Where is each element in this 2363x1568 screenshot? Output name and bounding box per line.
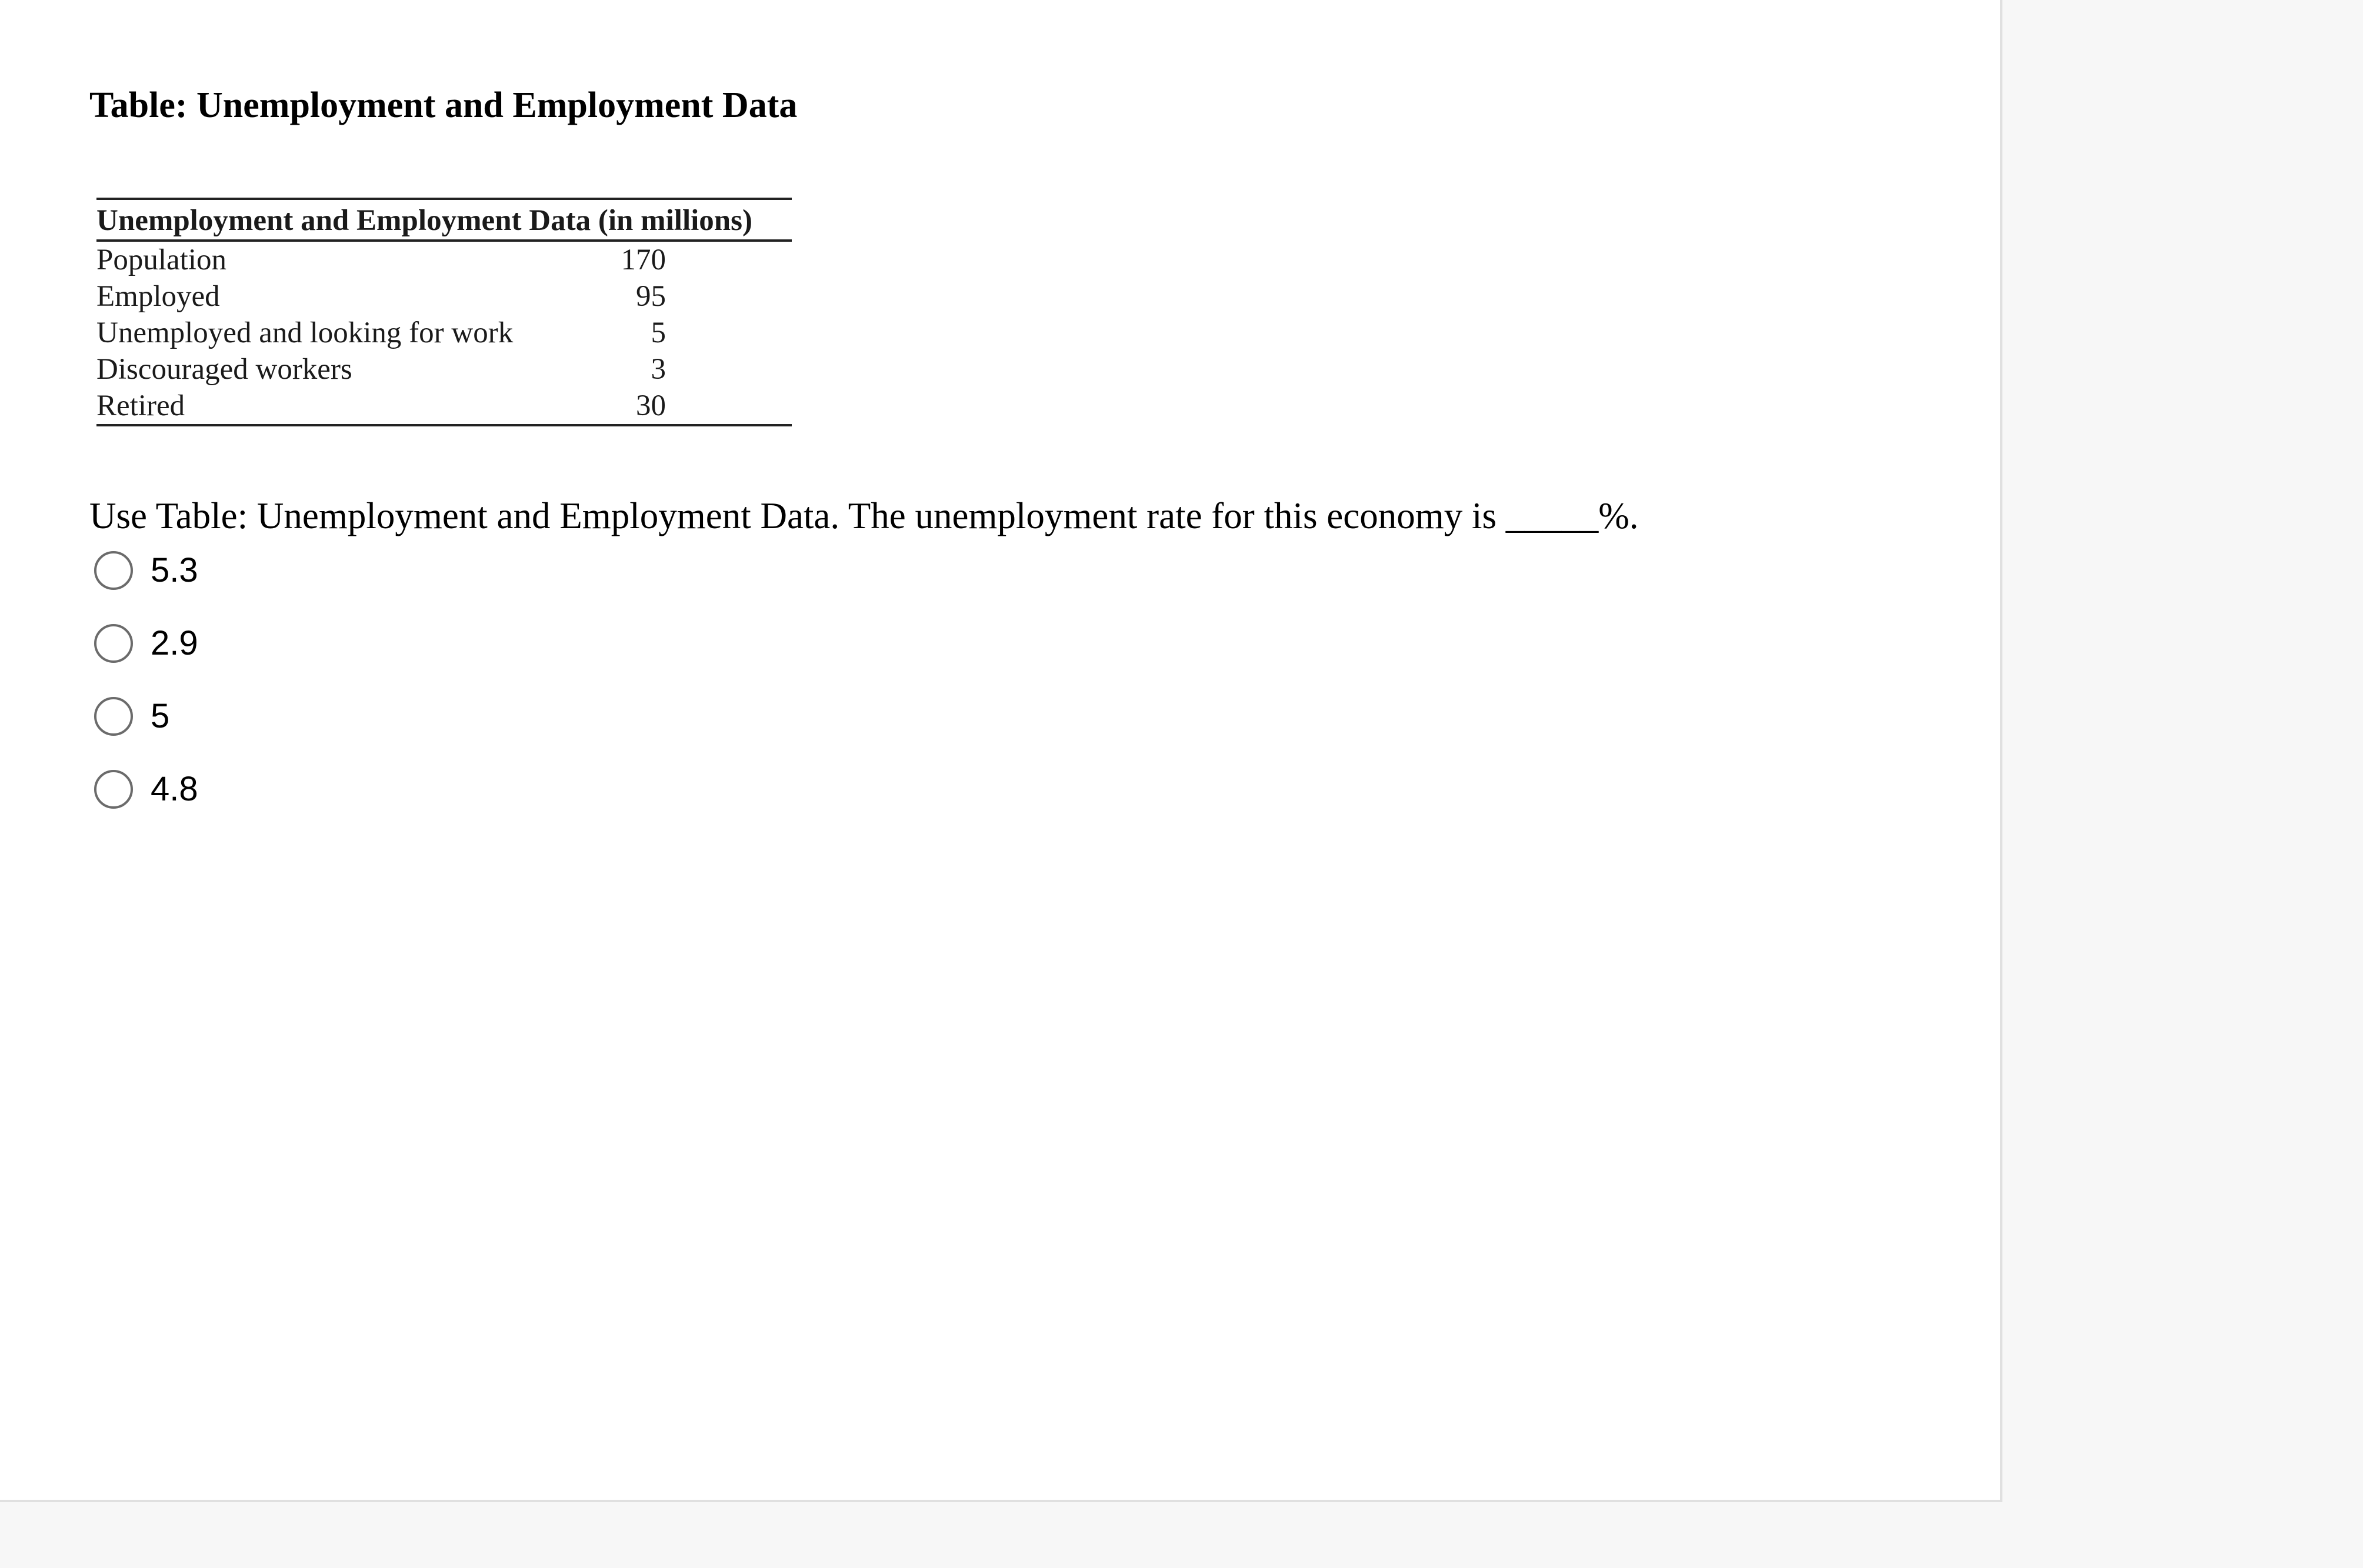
answer-option-1[interactable] xyxy=(94,547,198,594)
question-text: Use Table: Unemployment and Employment Data. The unemployment rate for this economy is _____%. xyxy=(89,495,1639,536)
row-value: 5 xyxy=(651,316,666,349)
table-row xyxy=(96,278,792,315)
row-label: Employed xyxy=(96,279,220,313)
radio-button[interactable] xyxy=(94,551,133,590)
table-row xyxy=(96,241,792,278)
radio-button[interactable] xyxy=(94,697,133,736)
row-value: 30 xyxy=(513,388,792,425)
table-row xyxy=(96,315,792,351)
option-label: 4.8 xyxy=(151,770,198,808)
answer-option-3[interactable] xyxy=(94,693,169,740)
answer-option-4[interactable] xyxy=(94,766,198,813)
row-label: Discouraged workers xyxy=(96,352,352,386)
page-title: Table: Unemployment and Employment Data xyxy=(89,85,798,125)
row-label: Unemployed and looking for work xyxy=(96,316,514,349)
table-row xyxy=(96,388,792,425)
option-label: 2.9 xyxy=(151,624,198,662)
row-value: 3 xyxy=(651,352,666,386)
row-label: Population xyxy=(96,243,227,276)
table-row xyxy=(96,351,792,388)
table-header: Unemployment and Employment Data (in millions) xyxy=(96,199,792,241)
table-header-row xyxy=(96,199,792,241)
option-label: 5.3 xyxy=(151,551,198,589)
option-label: 5 xyxy=(151,697,170,735)
answer-option-2[interactable] xyxy=(94,620,198,667)
edge-watermark xyxy=(0,33,7,362)
row-value: 95 xyxy=(636,279,666,313)
radio-button[interactable] xyxy=(94,770,133,809)
row-value: 170 xyxy=(621,243,666,276)
row-label: Retired xyxy=(96,388,513,425)
data-table xyxy=(96,198,792,426)
radio-button[interactable] xyxy=(94,624,133,663)
